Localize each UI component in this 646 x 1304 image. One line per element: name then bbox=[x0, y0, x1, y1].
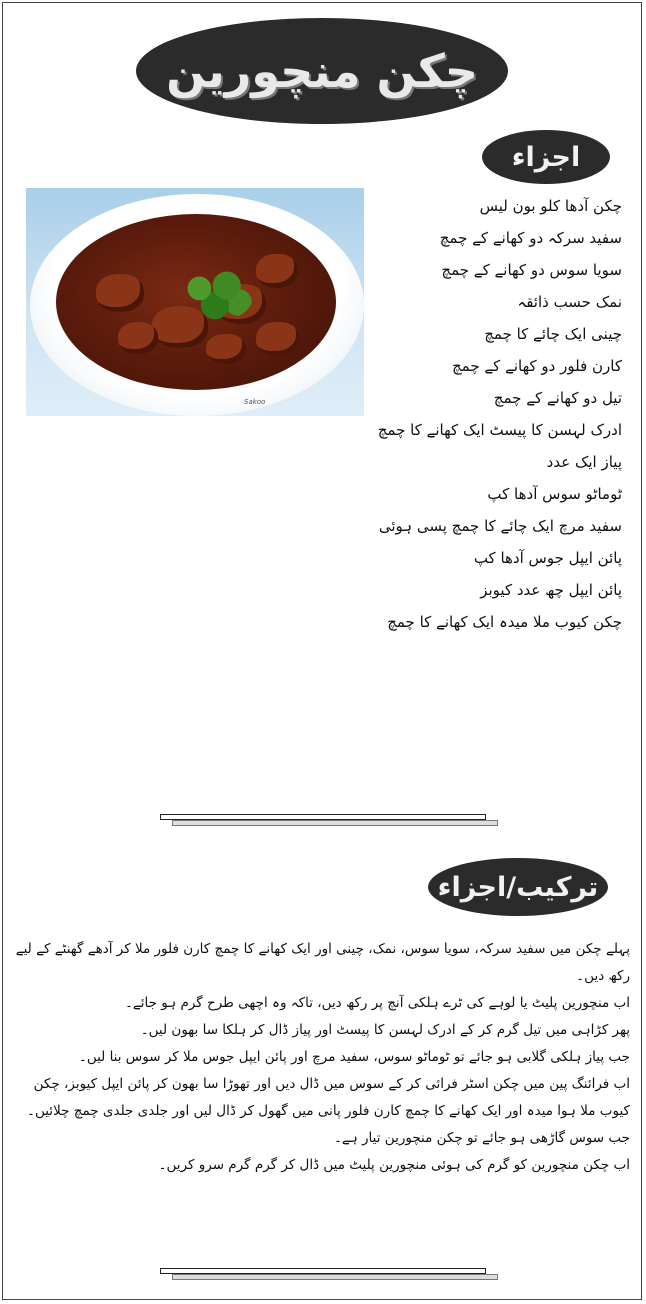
page-title: چکن منچورین bbox=[166, 44, 478, 98]
method-step: اب فرائنگ پین میں چکن اسٹر فرائی کر کے سوس میں ڈال دیں اور تھوڑا سا بھون کر پائن ایپل کیوبز، چکن کیوب ملا ہوا میدہ اور ایک کھانے کا چمچ کارن فلور پانی میں گھول کر ڈال لیں اور جلدی جلدی چمچ چلائیں۔ bbox=[27, 1076, 630, 1119]
parsley-garnish bbox=[176, 266, 254, 322]
method-heading-banner bbox=[428, 858, 608, 916]
ingredient-item: سفید سرکہ دو کھانے کے چمچ bbox=[439, 229, 622, 247]
ingredient-item: پائن ایپل چھ عدد کیوبز bbox=[480, 581, 622, 599]
method-step: اب چکن منچورین کو گرم کی ہوئی منچورین پلیٹ میں ڈال کر گرم گرم سرو کریں۔ bbox=[158, 1157, 630, 1173]
method-step: جب سوس گاڑھی ہو جائے تو چکن منچورین تیار ہے۔ bbox=[334, 1130, 630, 1146]
ingredient-item: سویا سوس دو کھانے کے چمچ bbox=[441, 261, 622, 279]
ingredient-item: سفید مرچ ایک چائے کا چمچ پسی ہوئی bbox=[378, 517, 622, 535]
ingredient-item: ادرک لہسن کا پیسٹ ایک کھانے کا چمچ bbox=[377, 421, 622, 439]
method-heading: ترکیب/اجزاء bbox=[437, 871, 599, 903]
method-steps bbox=[14, 936, 630, 1179]
ingredients-heading-banner bbox=[482, 130, 610, 184]
section-divider bbox=[160, 814, 500, 822]
photo-credit: Sakoo bbox=[244, 398, 266, 406]
dish-photo bbox=[26, 188, 364, 416]
method-step: اب منچورین پلیٹ یا لوہے کی ٹرے ہلکی آنچ پر رکھ دیں، تاکہ وہ اچھی طرح گرم ہو جائے۔ bbox=[124, 995, 630, 1011]
ingredient-item: کارن فلور دو کھانے کے چمچ bbox=[451, 357, 622, 375]
ingredient-item: چکن کیوب ملا میدہ ایک کھانے کا چمچ bbox=[387, 613, 622, 631]
ingredient-item: ٹوماٹو سوس آدھا کپ bbox=[487, 485, 622, 503]
ingredient-item: نمک حسب ذائقہ bbox=[517, 293, 622, 311]
ingredient-item: چکن آدھا کلو بون لیس bbox=[479, 197, 622, 215]
method-step: پہلے چکن میں سفید سرکہ، سویا سوس، نمک، چینی اور ایک کھانے کا چمچ کارن فلور ملا کر آدھے گھنٹے کے لیے رکھ دیں۔ bbox=[15, 941, 630, 984]
method-step: جب پیاز ہلکی گلابی ہو جائے تو ٹوماٹو سوس، سفید مرچ اور پائن ایپل جوس ملا کر سوس بنا لیں۔ bbox=[78, 1049, 630, 1065]
ingredients-heading: اجزاء bbox=[511, 141, 581, 173]
ingredient-item: پائن ایپل جوس آدھا کپ bbox=[473, 549, 622, 567]
ingredients-list bbox=[370, 196, 622, 644]
bottom-divider bbox=[160, 1268, 500, 1276]
ingredient-item: پیاز ایک عدد bbox=[546, 453, 622, 471]
ingredient-item: چینی ایک چائے کا چمچ bbox=[484, 325, 622, 343]
curry bbox=[56, 214, 336, 390]
ingredient-item: تیل دو کھانے کے چمچ bbox=[493, 389, 622, 407]
method-step: پھر کڑاہی میں تیل گرم کر کے ادرک لہسن کا پیسٹ اور پیاز ڈال کر ہلکا سا بھون لیں۔ bbox=[140, 1022, 630, 1038]
title-banner bbox=[136, 18, 508, 124]
